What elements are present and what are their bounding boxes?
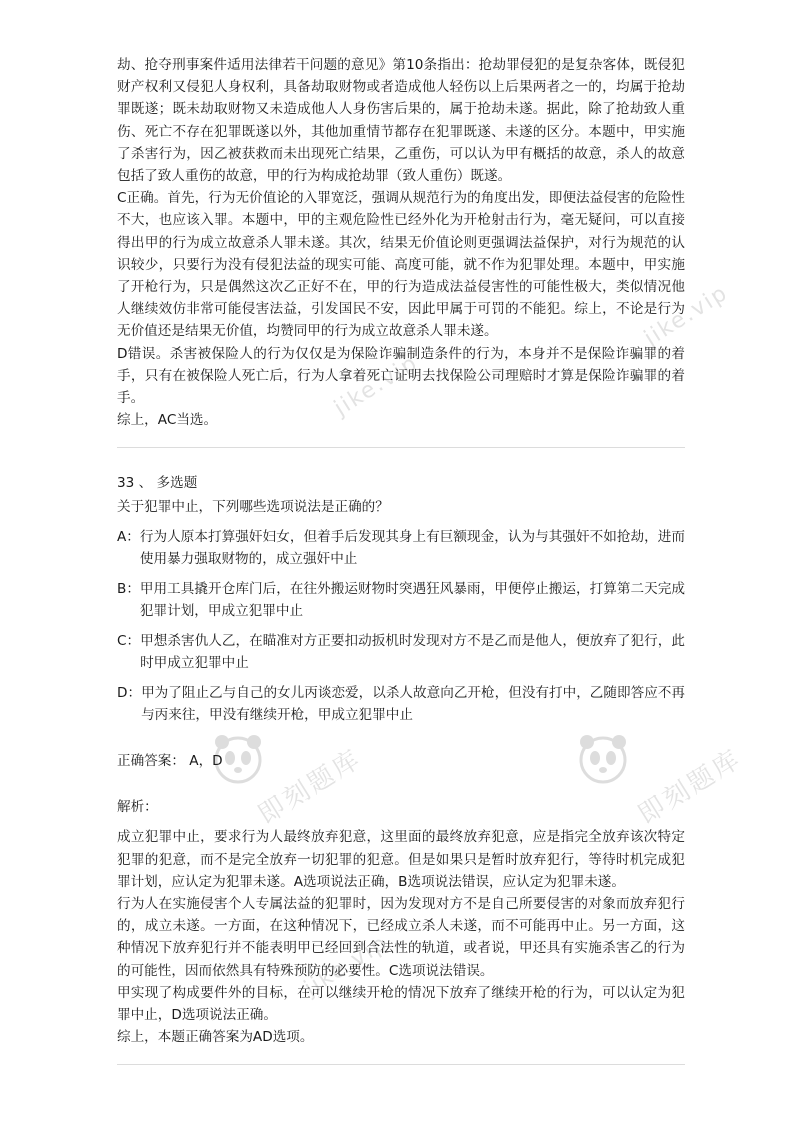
question-block bbox=[117, 472, 685, 1048]
explanation-paragraph: D错误。杀害被保险人的行为仅仅是为保险诈骗制造条件的行为，本身并不是保险诈骗罪的着手，只有在被保险人死亡后，行为人拿着死亡证明去找保险公司理赔时才算是保险诈骗罪的着手。 bbox=[117, 345, 685, 407]
explanation-paragraph: C正确。首先，行为无价值论的入罪宽泛，强调从规范行为的角度出发，即便法益侵害的危险性不大，也应该入罪。本题中，甲的主观危险性已经外化为开枪射击行为，毫无疑问，可以直接得出甲的行为成立故意杀人罪未遂。其次，结果无价值论则更强调法益保护，对行为规范的认识较少，只要行为没有侵犯法益的现实可能、高度可能，就不作为犯罪处理。本题中，甲实施了开枪行为，只是偶然这次乙正好不在，甲的行为造成法益侵害性的可能性极大，类似情况他人继续效仿非常可能侵害法益，引发国民不安，因此甲属于可罚的不能犯。综上，不论是行为无价值还是结果无价值，均赞同甲的行为成立故意杀人罪未遂。 bbox=[117, 190, 685, 340]
option-a bbox=[117, 526, 685, 570]
watermark-url: jike.vip bbox=[640, 280, 733, 352]
analysis-paragraph: 成立犯罪中止，要求行为人最终放弃犯意，这里面的最终放弃犯意，应是指完全放弃该次特定犯罪的犯意，而不是完全放弃一切犯罪的犯意。但是如果只是暂时放弃犯行，等待时机完成犯罪计划，应认定为犯罪未遂。A选项说法正确，B选项说法错误，应认定为犯罪未遂。 bbox=[117, 829, 685, 890]
option-label: D： bbox=[117, 685, 142, 702]
explanation-paragraph: 劫、抢夺刑事案件适用法律若干问题的意见》第10条指出：抢劫罪侵犯的是复杂客体，既侵犯财产权利又侵犯人身权利，具备劫取财物或者造成他人轻伤以上后果两者之一的，均属于抢劫罪既遂；既未劫取财物又未造成他人人身伤害后果的，属于抢劫未遂。据此，除了抢劫致人重伤、死亡不存在犯罪既遂以外，其他加重情节都存在犯罪既遂、未遂的区分。本题中，甲实施了杀害行为，因乙被获救而未出现死亡结果，乙重伤，可以认为甲有概括的故意，杀人的故意包括了致人重伤的故意，甲的行为构成抢劫罪（致人重伤）既遂。 bbox=[117, 57, 685, 185]
option-text: 甲用工具撬开仓库门后，在往外搬运财物时突遇狂风暴雨，甲便停止搬运，打算第二天完成犯罪计划，甲成立犯罪中止 bbox=[139, 581, 685, 620]
explanation-conclusion: 综上，AC当选。 bbox=[117, 412, 218, 429]
option-d bbox=[117, 682, 685, 726]
analysis-heading: 解析： bbox=[117, 799, 158, 816]
watermark-url: jike.vip bbox=[330, 350, 423, 422]
analysis-paragraph: 甲实现了构成要件外的目标，在可以继续开枪的情况下放弃了继续开枪的行为，可以认定为犯罪中止，D选项说法正确。 bbox=[117, 984, 685, 1024]
watermark-url: jike.vip bbox=[300, 930, 393, 1002]
option-label: A： bbox=[117, 529, 140, 546]
option-text: 甲为了阻止乙与自己的女儿丙谈恋爱，以杀人故意向乙开枪，但没有打中，乙随即答应不再与丙来往，甲没有继续开枪，甲成立犯罪中止 bbox=[141, 685, 685, 724]
option-label: C： bbox=[117, 633, 141, 650]
section-divider bbox=[117, 447, 685, 448]
question-stem: 关于犯罪中止，下列哪些选项说法是正确的？ bbox=[117, 499, 389, 516]
option-c bbox=[117, 630, 685, 674]
correct-answer: 正确答案： A，D bbox=[117, 753, 223, 770]
option-text: 甲想杀害仇人乙，在瞄准对方正要扣动扳机时发现对方不是乙而是他人，便放弃了犯行，此时甲成立犯罪中止 bbox=[140, 633, 685, 672]
question-number-type: 33 、 多选题 bbox=[117, 475, 198, 492]
option-b bbox=[117, 578, 685, 622]
watermark-text: 即刻题库 bbox=[253, 743, 368, 831]
section-divider bbox=[117, 1064, 685, 1065]
analysis-conclusion: 综上，本题正确答案为AD选项。 bbox=[117, 1029, 314, 1046]
option-text: 行为人原本打算强奸妇女，但着手后发现其身上有巨额现金，认为与其强奸不如抢劫，进而使用暴力强取财物的，成立强奸中止 bbox=[139, 529, 685, 568]
watermark-text: 即刻题库 bbox=[633, 743, 748, 831]
option-label: B： bbox=[117, 581, 140, 598]
document-page bbox=[117, 54, 685, 1065]
previous-explanation bbox=[117, 54, 685, 431]
analysis-paragraph: 行为人在实施侵害个人专属法益的犯罪时，因为发现对方不是自己所要侵害的对象而放弃犯行的，成立未遂。一方面，在这种情况下，已经成立杀人未遂，而不可能再中止。另一方面，这种情况下放弃犯行并不能表明甲已经回到合法性的轨道，或者说，甲还具有实施杀害乙的行为的可能性，因而依然具有特殊预防的必要性。C选项说法错误。 bbox=[117, 896, 685, 979]
